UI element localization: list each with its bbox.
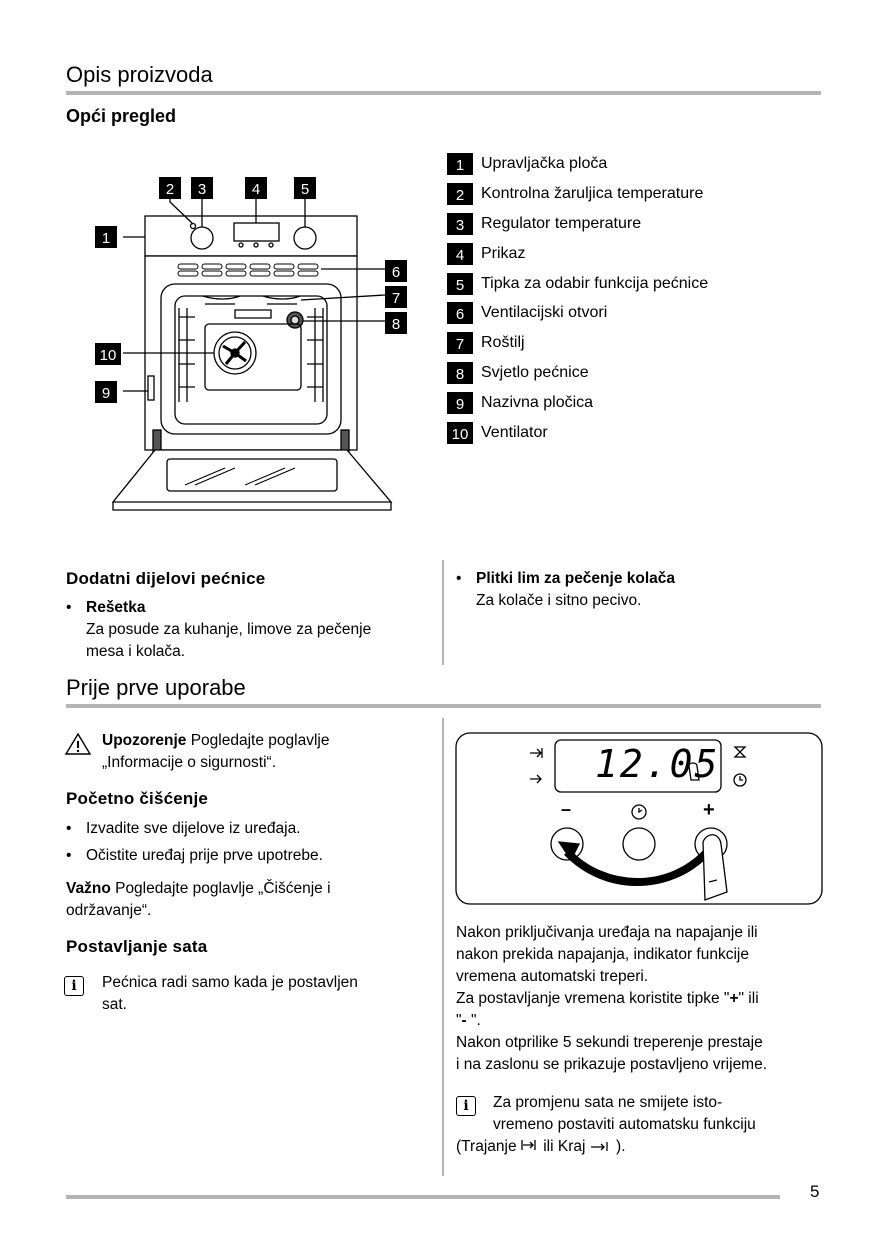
- note-text: sat.: [102, 996, 127, 1013]
- warning-text: Pogledajte poglavlje: [186, 732, 330, 749]
- note-text: ).: [611, 1138, 626, 1155]
- legend-label: Tipka za odabir funkcija pećnice: [481, 275, 709, 292]
- title-rule: [66, 91, 821, 95]
- info-icon: i: [456, 1096, 476, 1116]
- important-text: održavanje“.: [66, 902, 152, 919]
- callout-10: 10: [95, 343, 121, 365]
- item-description: Za posude za kuhanje, limove za pečenje: [86, 621, 372, 638]
- legend-item: [447, 331, 525, 355]
- paragraph-line: " ili: [738, 990, 759, 1007]
- callout-2: 2: [159, 177, 181, 199]
- legend-number: 7: [447, 332, 473, 354]
- oven-diagram: [95, 172, 415, 517]
- list-item-text: Očistite uređaj prije prve upotrebe.: [86, 847, 323, 864]
- bullet-icon: •: [66, 820, 72, 837]
- clock-instructions: [456, 922, 826, 1076]
- legend-number: 1: [447, 153, 473, 175]
- minus-button[interactable]: [551, 828, 583, 860]
- accessories-title: Dodatni dijelovi pećnice: [66, 569, 266, 588]
- subsection-title-overview: Opći pregled: [66, 106, 177, 126]
- legend-label: Prikaz: [481, 245, 526, 262]
- control-panel-illustration: [455, 732, 825, 907]
- section-title-product-description: Opis proizvoda: [66, 62, 213, 87]
- bullet-icon: •: [66, 847, 72, 864]
- plus-label: +: [703, 799, 715, 821]
- list-item-text: Izvadite sve dijelove iz uređaja.: [86, 820, 301, 837]
- note-text: vremeno postaviti automatsku funkciju: [493, 1116, 756, 1133]
- legend-item: [447, 391, 593, 415]
- warning-triangle-icon: [64, 732, 92, 761]
- paragraph-line: Nakon priključivanja uređaja na napajanje ili: [456, 924, 758, 941]
- list-item: [66, 818, 301, 840]
- paragraph-line: vremena automatski treperi.: [456, 968, 649, 985]
- important-note: [66, 878, 426, 922]
- legend-number: 3: [447, 213, 473, 235]
- plus-button[interactable]: [695, 828, 727, 860]
- item-description: mesa i kolača.: [86, 643, 186, 660]
- paragraph-line: Za postavljanje vremena koristite tipke ": [456, 990, 730, 1007]
- legend-number: 5: [447, 273, 473, 295]
- bullet-icon: •: [66, 599, 72, 616]
- legend-item: [447, 182, 703, 206]
- legend-label: Nazivna pločica: [481, 394, 594, 411]
- paragraph-line: ".: [466, 1012, 481, 1029]
- title-rule: [66, 704, 821, 708]
- clock-note: [102, 972, 422, 1016]
- callout-8: 8: [385, 312, 407, 334]
- callout-6: 6: [385, 260, 407, 282]
- legend-number: 9: [447, 392, 473, 414]
- duration-icon: [521, 1136, 539, 1158]
- legend-item: [447, 361, 589, 385]
- legend-label: Roštilj: [481, 334, 525, 351]
- paragraph-line: ": [456, 1012, 462, 1029]
- list-item: [66, 845, 323, 867]
- note-text: ili Kraj: [538, 1138, 590, 1155]
- important-label: Važno: [66, 880, 111, 897]
- legend-item: [447, 272, 708, 296]
- section-title-before-first-use: Prije prve uporabe: [66, 675, 246, 700]
- legend-item: [447, 242, 525, 266]
- legend-number: 4: [447, 243, 473, 265]
- item-name: Rešetka: [86, 599, 146, 616]
- callout-7: 7: [385, 286, 407, 308]
- list-item: [66, 597, 436, 663]
- legend-number: 6: [447, 302, 473, 324]
- legend-label: Ventilacijski otvori: [481, 304, 608, 321]
- important-text: Pogledajte poglavlje „Čišćenje i: [110, 880, 331, 897]
- bullet-icon: •: [456, 570, 462, 587]
- warning-note: [102, 730, 432, 774]
- warning-text: „Informacije o sigurnosti“.: [102, 754, 277, 771]
- paragraph-line: nakon prekida napajanja, indikator funkcije: [456, 946, 749, 963]
- list-item: [456, 568, 826, 612]
- callout-9: 9: [95, 381, 117, 403]
- paragraph-line: i na zaslonu se prikazuje postavljeno vrijeme.: [456, 1056, 768, 1073]
- plus-key-label: +: [729, 990, 739, 1007]
- legend-label: Ventilator: [481, 424, 548, 441]
- paragraph-line: Nakon otprilike 5 sekundi treperenje prestaje: [456, 1034, 763, 1051]
- minus-label: –: [561, 799, 572, 819]
- clock-note-2: [456, 1092, 826, 1158]
- legend-item: [447, 421, 548, 445]
- callout-4: 4: [245, 177, 267, 199]
- info-icon: i: [64, 976, 84, 996]
- note-text: (Trajanje: [456, 1138, 521, 1155]
- note-text: Za promjenu sata ne smijete isto-: [493, 1094, 723, 1111]
- legend-label: Svjetlo pećnice: [481, 364, 589, 381]
- footer-rule: [66, 1195, 780, 1199]
- clock-title: Postavljanje sata: [66, 937, 208, 956]
- display-time: 12.05: [595, 742, 720, 786]
- legend-label: Kontrolna žaruljica temperature: [481, 185, 704, 202]
- legend-number: 2: [447, 183, 473, 205]
- item-name: Plitki lim za pečenje kolača: [476, 570, 676, 587]
- warning-label: Upozorenje: [102, 732, 187, 749]
- column-divider: [442, 718, 444, 1176]
- note-text: Pećnica radi samo kada je postavljen: [102, 974, 358, 991]
- legend-label: Regulator temperature: [481, 215, 642, 232]
- column-divider: [442, 560, 444, 665]
- minus-key-label: -: [461, 1012, 467, 1029]
- callout-5: 5: [294, 177, 316, 199]
- legend-number: 8: [447, 362, 473, 384]
- legend-item: [447, 301, 607, 325]
- cleaning-title: Početno čišćenje: [66, 789, 209, 808]
- end-time-icon: [590, 1136, 612, 1158]
- legend-item: [447, 152, 607, 176]
- callout-1: 1: [95, 226, 117, 248]
- callout-3: 3: [191, 177, 213, 199]
- legend-number: 10: [447, 422, 473, 444]
- timer-button[interactable]: [623, 828, 655, 860]
- legend-item: [447, 212, 641, 236]
- legend-label: Upravljačka ploča: [481, 155, 608, 172]
- page-number: 5: [810, 1182, 820, 1201]
- item-description: Za kolače i sitno pecivo.: [476, 592, 642, 609]
